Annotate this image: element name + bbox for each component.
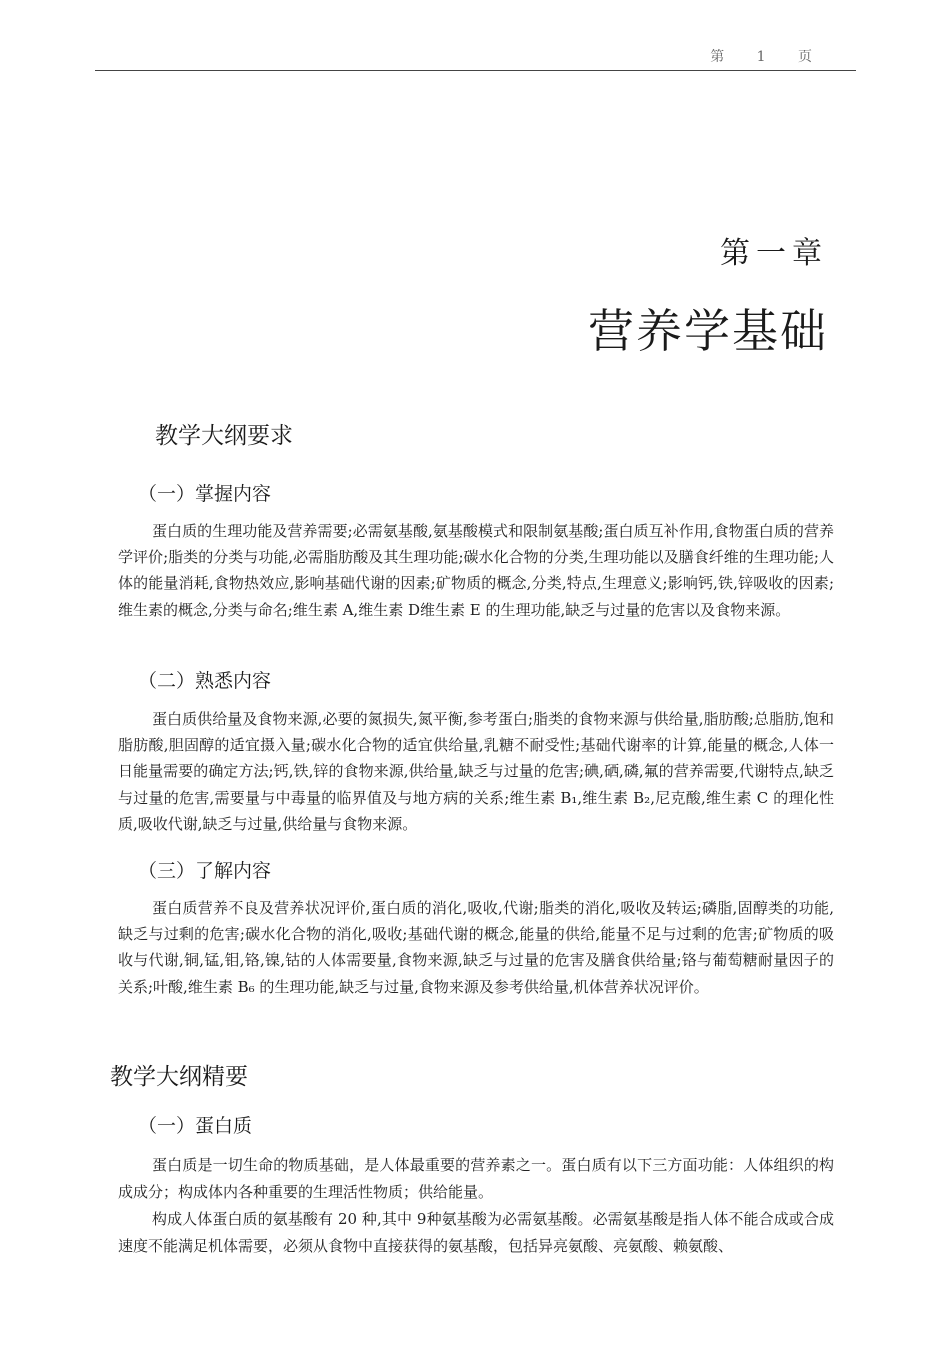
section-protein-heading: （一）蛋白质 <box>138 1115 253 1137</box>
section-familiar-heading: （二）熟悉内容 <box>138 670 272 692</box>
section-familiar-text: 蛋白质供给量及食物来源,必要的氮损失,氮平衡,参考蛋白;脂类的食物来源与供给量,脂肪酸;总脂肪,饱和脂肪酸,胆固醇的适宜摄入量;碳水化合物的适宜供给量,乳糖不耐受性;基础代谢率的计算,能量的概念,人体一日能量需要的确定方法;钙,铁,锌的食物来源,供给量,缺乏与过量的危害;碘,硒,磷,氟的营养需要,代谢特点,缺乏与过量的危害,需要量与中毒量的临界值及与地方病的关系;维生素 B₁,维生素 B₂,尼克酸,维生素 C 的理化性质,吸收代谢,缺乏与过量,供给量与食物来源。 <box>118 710 834 833</box>
section-understand-text: 蛋白质营养不良及营养状况评价,蛋白质的消化,吸收,代谢;脂类的消化,吸收及转运;磷脂,固醇类的功能,缺乏与过剩的危害;碳水化合物的消化,吸收;基础代谢的概念,能量的供给,能量不足与过剩的危害;矿物质的吸收与代谢,铜,锰,钼,铬,镍,钴的人体需要量,食物来源,缺乏与过量的危害及膳食供给量;铬与葡萄糖耐量因子的关系;叶酸,维生素 B₆ 的生理功能,缺乏与过量,食物来源及参考供给量,机体营养状况评价。 <box>118 899 834 996</box>
protein-paragraph-1: 蛋白质是一切生命的物质基础，是人体最重要的营养素之一。蛋白质有以下三方面功能：人体组织的构成成分；构成体内各种重要的生理活性物质；供给能量。 <box>118 1156 834 1201</box>
section-master-text: 蛋白质的生理功能及营养需要;必需氨基酸,氨基酸模式和限制氨基酸;蛋白质互补作用,食物蛋白质的营养学评价;脂类的分类与功能,必需脂肪酸及其生理功能;碳水化合物的分类,生理功能以及膳食纤维的生理功能;人体的能量消耗,食物热效应,影响基础代谢的因素;矿物质的概念,分类,特点,生理意义;影响钙,铁,锌吸收的因素;维生素的概念,分类与命名;维生素 A,维生素 D维生素 E 的生理功能,缺乏与过量的危害以及食物来源。 <box>118 522 834 619</box>
page-header <box>95 46 856 71</box>
syllabus-requirements-heading: 教学大纲要求 <box>155 423 293 449</box>
chapter-label: 第一章 <box>720 236 828 271</box>
syllabus-essentials-heading: 教学大纲精要 <box>110 1064 248 1090</box>
page-number: 第 1 页 <box>710 49 826 65</box>
section-understand-heading: （三）了解内容 <box>138 860 272 882</box>
protein-paragraph-2: 构成人体蛋白质的氨基酸有 20 种,其中 9种氨基酸为必需氨基酸。必需氨基酸是指人体不能合成或合成速度不能满足机体需要，必须从食物中直接获得的氨基酸，包括异亮氨酸、亮氨酸、赖氨酸、 <box>118 1210 834 1255</box>
section-master-heading: （一）掌握内容 <box>138 483 272 505</box>
chapter-title: 营养学基础 <box>588 304 828 358</box>
